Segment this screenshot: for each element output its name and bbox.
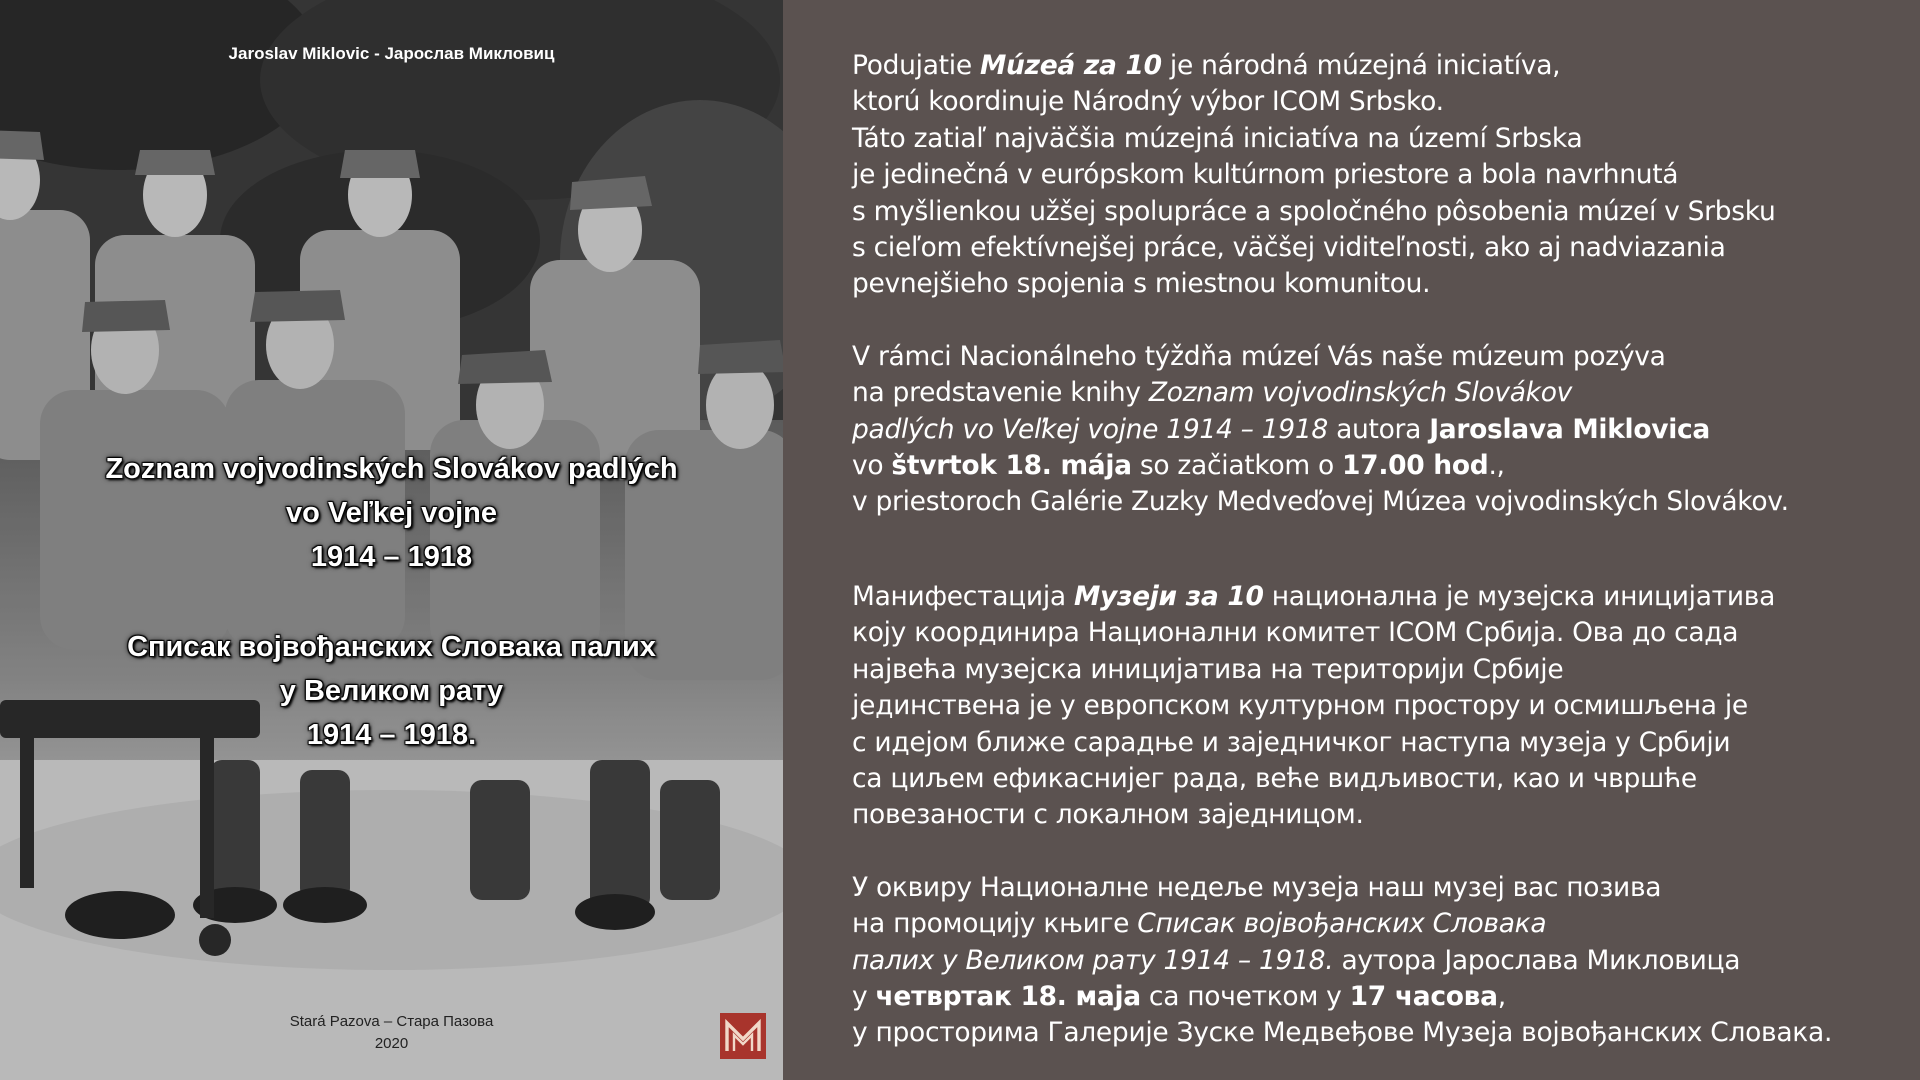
book-cover: [0, 0, 783, 1080]
event-name: Музеји за 10: [1073, 580, 1264, 612]
text-line: v priestoroch Galérie Zuzky Medveďovej Múzea vojvodinských Slovákov.: [852, 486, 1789, 518]
cover-imprint: [0, 1011, 783, 1055]
text-line: s cieľom efektívnejšej práce, väčšej viditeľnosti, ako aj nadviazania: [852, 232, 1726, 264]
text-line: коју координира Национални комитет ICOM Србија. Ова до сада: [852, 617, 1739, 649]
paragraph-gap: [852, 521, 1892, 579]
text-line: с идејом ближе сарадње и заједничког наступа музеја у Србији: [852, 726, 1731, 758]
slovak-intro-paragraph: [852, 48, 1892, 303]
cover-title-line: Zoznam vojvodinských Slovákov padlých: [105, 453, 678, 485]
book-title: Zoznam vojvodinských Slovákov: [1148, 377, 1573, 409]
text-run: национална је музејска иницијатива: [1263, 580, 1776, 612]
text-line: pevnejšieho spojenia s miestnou komunitou.: [852, 268, 1431, 300]
cover-title-line: 1914 – 1918: [310, 541, 473, 573]
text-run: Манифестација: [852, 580, 1074, 612]
text-line: s myšlienkou užšej spolupráce a spoločného pôsobenia múzeí v Srbsku: [852, 195, 1776, 227]
book-title: Списак војвођанских Словака: [1137, 908, 1547, 940]
text-run: .,: [1488, 450, 1505, 482]
cover-year: 2020: [374, 1035, 409, 1052]
event-date: четвртак 18. маја: [875, 980, 1141, 1012]
text-run: autora: [1327, 413, 1430, 445]
text-run: у: [852, 980, 876, 1012]
text-run: vo: [852, 450, 892, 482]
cover-title-line: у Великом рату: [279, 675, 504, 707]
cover-title-slovak: [0, 447, 783, 579]
text-run: ,: [1497, 980, 1506, 1012]
text-line: je jedinečná v európskom kultúrnom priestore a bola navrhnutá: [852, 159, 1679, 191]
text-line: [852, 579, 1892, 615]
text-line: ktorú koordinuje Národný výbor ICOM Srbsko.: [852, 86, 1444, 118]
event-date: štvrtok 18. mája: [891, 450, 1132, 482]
text-line: највећа музејска иницијатива на територији Србије: [852, 653, 1564, 685]
event-name: Múzeá za 10: [979, 50, 1162, 81]
paragraph-gap: [852, 834, 1892, 870]
paragraph-gap: [852, 303, 1892, 339]
text-line: [852, 375, 1892, 411]
text-line: [852, 979, 1892, 1015]
book-title: палих у Великом рату 1914 – 1918.: [852, 944, 1334, 976]
text-line: V rámci Nacionálneho týždňa múzeí Vás naše múzeum pozýva: [852, 340, 1666, 372]
text-run: na predstavenie knihy: [852, 377, 1149, 409]
text-run: so začiatkom o: [1131, 450, 1343, 482]
cover-title-line: vo Veľkej vojne: [285, 497, 498, 529]
text-line: повезаности с локалном заједницом.: [852, 799, 1364, 831]
text-line: јединствена је у европском културном простору и осмишљена је: [852, 690, 1748, 722]
text-run: на промоцију књиге: [852, 908, 1138, 940]
text-line: са циљем ефикаснијег рада, веће видљивости, као и чвршће: [852, 762, 1697, 794]
cover-place: Stará Pazova – Стара Пазова: [289, 1013, 494, 1030]
text-line: [852, 448, 1892, 484]
event-time: 17.00 hod: [1342, 450, 1489, 482]
event-time: 17 часова: [1349, 980, 1498, 1012]
text-line: [852, 48, 1892, 84]
text-line: Táto zatiaľ najväčšia múzejná iniciatíva na území Srbska: [852, 122, 1583, 154]
cover-title-line: Списак војвођанских Словака палих: [127, 631, 656, 663]
serbian-intro-paragraph: [852, 579, 1892, 834]
text-line: у просторима Галерије Зуске Медвеђове Музеја војвођанских Словака.: [852, 1017, 1833, 1049]
text-line: [852, 906, 1892, 942]
cover-author: Jaroslav Miklovic - Јарослав Микловиц: [228, 44, 555, 63]
cover-title-serbian: [0, 625, 783, 757]
cover-title-line: 1914 – 1918.: [306, 719, 477, 751]
museum-monogram-icon: [720, 1013, 766, 1059]
slovak-invitation-paragraph: [852, 339, 1892, 521]
text-run: Podujatie: [852, 50, 980, 81]
text-run: аутора Јарослава Микловица: [1333, 944, 1741, 976]
text-run: са почетком у: [1140, 980, 1350, 1012]
author-name: Jaroslava Miklovica: [1429, 413, 1710, 445]
text-run: je národná múzejná iniciatíva,: [1161, 50, 1561, 81]
book-title: padlých vo Veľkej vojne 1914 – 1918: [852, 413, 1328, 445]
text-line: У оквиру Националне недеље музеја наш музеј вас позива: [852, 871, 1662, 903]
serbian-invitation-paragraph: [852, 870, 1892, 1052]
text-line: [852, 943, 1892, 979]
announcement-text: [852, 48, 1892, 1052]
text-line: [852, 412, 1892, 448]
